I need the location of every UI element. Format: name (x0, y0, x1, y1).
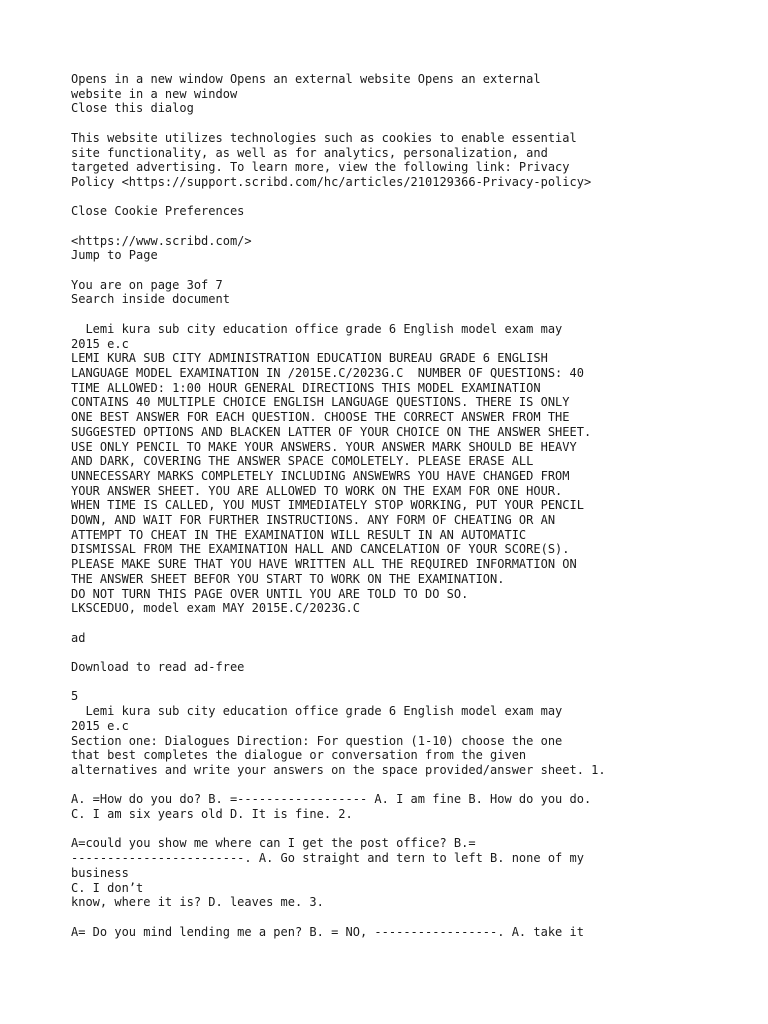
dialog-line: website in a new window (71, 86, 238, 101)
search-document-input[interactable]: Search inside document (71, 292, 230, 307)
ad-free-promo (71, 660, 761, 675)
question-line: A. =How do you do? B. =------------------ A. I am fine B. How do you do. (71, 792, 592, 807)
exam-line: Lemi kura sub city education office grade 6 English model exam may (71, 704, 563, 719)
exam-line: Section one: Dialogues Direction: For question (1-10) choose the one (71, 733, 563, 748)
scribd-home-link[interactable]: <https://www.scribd.com/> (71, 233, 252, 248)
cookie-preferences (71, 204, 761, 219)
navigation (71, 234, 761, 263)
exam-line: LEMI KURA SUB CITY ADMINISTRATION EDUCATION BUREAU GRADE 6 ENGLISH (71, 351, 548, 366)
question-2 (71, 836, 761, 910)
exam-line: DISMISSAL FROM THE EXAMINATION HALL AND CANCELATION OF YOUR SCORE(S). (71, 542, 570, 557)
question-line: A=could you show me where can I get the post office? B.= (71, 836, 476, 851)
exam-line: alternatives and write your answers on the space provided/answer sheet. 1. (71, 762, 606, 777)
exam-line: ATTEMPT TO CHEAT IN THE EXAMINATION WILL RESULT IN AN AUTOMATIC (71, 527, 527, 542)
exam-line: UNNECESSARY MARKS COMPLETELY INCLUDING ANSWEWRS YOU HAVE CHANGED FROM (71, 468, 570, 483)
cookie-line: targeted advertising. To learn more, view the following link: Privacy (71, 160, 570, 175)
ad-label: ad (71, 630, 86, 645)
exam-line: THE ANSWER SHEET BEFOR YOU START TO WORK ON THE EXAMINATION. (71, 571, 505, 586)
question-3 (71, 925, 761, 940)
page-number: 5 (71, 689, 79, 704)
exam-line: DO NOT TURN THIS PAGE OVER UNTIL YOU ARE TOLD TO DO SO. (71, 586, 469, 601)
exam-line: CONTAINS 40 MULTIPLE CHOICE ENGLISH LANGUAGE QUESTIONS. THERE IS ONLY (71, 395, 570, 410)
privacy-policy-link[interactable]: Policy <https://support.scribd.com/hc/articles/210129366-Privacy-policy> (71, 174, 592, 189)
question-line: ------------------------. A. Go straight and tern to left B. none of my (71, 851, 584, 866)
exam-line: TIME ALLOWED: 1:00 HOUR GENERAL DIRECTIONS THIS MODEL EXAMINATION (71, 380, 541, 395)
exam-line: 2015 e.c (71, 336, 129, 351)
exam-line: LANGUAGE MODEL EXAMINATION IN /2015E.C/2023G.C NUMBER OF QUESTIONS: 40 (71, 365, 584, 380)
exam-line: USE ONLY PENCIL TO MAKE YOUR ANSWERS. YOUR ANSWER MARK SHOULD BE HEAVY (71, 439, 577, 454)
question-line: business (71, 865, 129, 880)
exam-line: SUGGESTED OPTIONS AND BLACKEN LATTER OF YOUR CHOICE ON THE ANSWER SHEET. (71, 424, 592, 439)
exam-line: that best completes the dialogue or conversation from the given (71, 748, 527, 763)
dialog-notice (71, 72, 761, 116)
question-line: A= Do you mind lending me a pen? B. = NO, -----------------. A. take it (71, 924, 584, 939)
download-ad-free-link[interactable]: Download to read ad-free (71, 660, 245, 675)
exam-line: AND DARK, COVERING THE ANSWER SPACE COMOLETELY. PLEASE ERASE ALL (71, 454, 534, 469)
cookie-line: This website utilizes technologies such as cookies to enable essential (71, 130, 577, 145)
exam-line: DOWN, AND WAIT FOR FURTHER INSTRUCTIONS. ANY FORM OF CHEATING OR AN (71, 513, 556, 528)
dialog-line: Opens in a new window Opens an external website Opens an external (71, 72, 541, 86)
exam-line: WHEN TIME IS CALLED, YOU MUST IMMEDIATELY STOP WORKING, PUT YOUR PENCIL (71, 498, 584, 513)
question-line: C. I don’t (71, 880, 144, 895)
cookie-notice (71, 131, 761, 190)
exam-line: Lemi kura sub city education office grade 6 English model exam may (71, 321, 563, 336)
exam-line: LKSCEDUO, model exam MAY 2015E.C/2023G.C (71, 601, 360, 616)
question-line: know, where it is? D. leaves me. 3. (71, 895, 324, 910)
cookie-line: site functionality, as well as for analytics, personalization, and (71, 145, 548, 160)
exam-line: PLEASE MAKE SURE THAT YOU HAVE WRITTEN ALL THE REQUIRED INFORMATION ON (71, 557, 577, 572)
close-cookie-preferences-button[interactable]: Close Cookie Preferences (71, 204, 245, 219)
question-1 (71, 792, 761, 821)
close-dialog-button[interactable]: Close this dialog (71, 101, 194, 116)
exam-line: ONE BEST ANSWER FOR EACH QUESTION. CHOOSE THE CORRECT ANSWER FROM THE (71, 410, 570, 425)
question-line: C. I am six years old D. It is fine. 2. (71, 807, 353, 822)
ad-slot (71, 631, 761, 646)
jump-to-page-button[interactable]: Jump to Page (71, 248, 158, 263)
document-text (71, 72, 761, 954)
page-5-content (71, 689, 761, 777)
exam-line: 2015 e.c (71, 718, 129, 733)
page-indicator: You are on page 3of 7 (71, 277, 223, 292)
page-3-content (71, 322, 761, 616)
page-info (71, 278, 761, 307)
exam-line: YOUR ANSWER SHEET. YOU ARE ALLOWED TO WORK ON THE EXAM FOR ONE HOUR. (71, 483, 563, 498)
